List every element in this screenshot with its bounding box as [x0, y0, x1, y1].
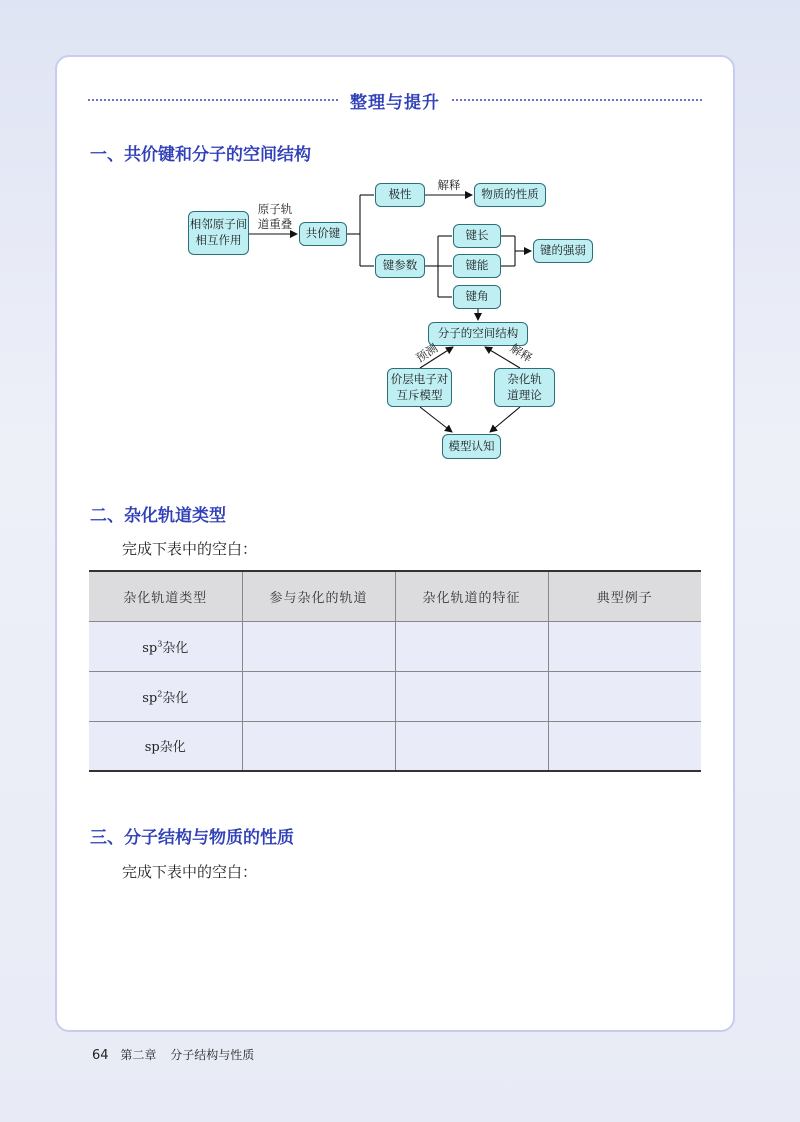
hybrid-orbital-table	[89, 570, 701, 772]
page-footer	[92, 1046, 254, 1063]
chapter-number: 第二章	[120, 1048, 157, 1062]
edge-label-explain-top: 解释	[437, 178, 461, 192]
section-2-title: 二、杂化轨道类型	[90, 506, 226, 526]
node-bond-parameters-label: 键参数	[382, 258, 418, 273]
node-bond-parameters	[375, 254, 425, 278]
node-bond-length-label: 键长	[465, 228, 489, 243]
node-hybrid-theory	[494, 368, 555, 407]
header-hybrid-type: 杂化轨道类型	[89, 571, 242, 621]
node-covalent-bond	[299, 222, 347, 246]
table-cell-blank[interactable]	[548, 721, 701, 771]
table-row	[89, 671, 701, 721]
node-vsepr-model-label: 价层电子对 互斥模型	[390, 371, 449, 402]
table-cell-blank[interactable]	[242, 671, 395, 721]
section-2-instruction: 完成下表中的空白：	[122, 540, 258, 558]
node-bond-angle	[453, 285, 501, 309]
table-cell-blank[interactable]	[395, 621, 548, 671]
header-typical-examples: 典型例子	[596, 590, 653, 606]
node-bond-energy-label: 键能	[465, 258, 489, 273]
row-label-suffix: 杂化	[162, 640, 189, 656]
node-hybrid-theory-label: 杂化轨 道理论	[507, 371, 542, 402]
row-label-suffix: 杂化	[159, 740, 186, 756]
edge-vsepr-to-model	[420, 407, 452, 432]
page-number: 64	[92, 1048, 109, 1063]
edge-label-explain-bottom: 解释	[507, 340, 535, 366]
node-polarity-label: 极性	[388, 187, 412, 202]
section-3-instruction: 完成下表中的空白：	[122, 863, 258, 881]
chapter-title: 分子结构与性质	[170, 1048, 255, 1062]
edge-hybrid-to-model	[490, 407, 520, 432]
table-cell-blank[interactable]	[395, 721, 548, 771]
table-cell-blank[interactable]	[242, 621, 395, 671]
row-label-base: sp	[142, 640, 158, 656]
node-covalent-bond-label: 共价键	[305, 226, 341, 241]
node-molecular-structure-label: 分子的空间结构	[437, 326, 519, 341]
row-label-sp3	[89, 621, 242, 671]
header-orbital-features: 杂化轨道的特征	[395, 571, 548, 621]
node-vsepr-model	[387, 368, 452, 407]
edge-label-predict: 预测	[413, 340, 441, 366]
section-3-title: 三、分子结构与物质的性质	[90, 828, 294, 848]
node-bond-energy	[453, 254, 501, 278]
row-label-suffix: 杂化	[162, 690, 189, 706]
node-substance-properties	[474, 183, 546, 207]
table-cell-blank[interactable]	[395, 671, 548, 721]
node-bond-strength	[533, 239, 593, 263]
node-bond-strength-label: 键的强弱	[540, 243, 586, 258]
table-row	[89, 721, 701, 771]
row-label-base: sp	[144, 740, 160, 756]
node-atom-interaction-label: 相邻原子间 相互作用	[189, 217, 248, 247]
node-bond-angle-label: 键角	[465, 289, 489, 304]
edge-label-orbital-overlap: 原子轨 道重叠	[257, 202, 293, 231]
node-atom-interaction	[188, 211, 249, 255]
node-model-cognition	[442, 434, 501, 459]
section-1-title: 一、共价键和分子的空间结构	[90, 145, 311, 165]
row-label-base: sp	[142, 690, 158, 706]
row-label-sp	[89, 721, 242, 771]
node-bond-length	[453, 224, 501, 248]
row-label-superscript: 3	[157, 639, 163, 649]
table-cell-blank[interactable]	[548, 671, 701, 721]
table-row	[89, 621, 701, 671]
table-cell-blank[interactable]	[242, 721, 395, 771]
table-cell-blank[interactable]	[548, 621, 701, 671]
node-substance-properties-label: 物质的性质	[481, 187, 539, 202]
row-label-sp2	[89, 671, 242, 721]
table-header-row	[89, 571, 701, 621]
banner-title: 整理与提升	[350, 93, 440, 113]
row-label-superscript: 2	[157, 689, 163, 699]
node-polarity	[375, 183, 425, 207]
header-participating-orbitals: 参与杂化的轨道	[242, 571, 395, 621]
node-model-cognition-label: 模型认知	[448, 438, 495, 453]
